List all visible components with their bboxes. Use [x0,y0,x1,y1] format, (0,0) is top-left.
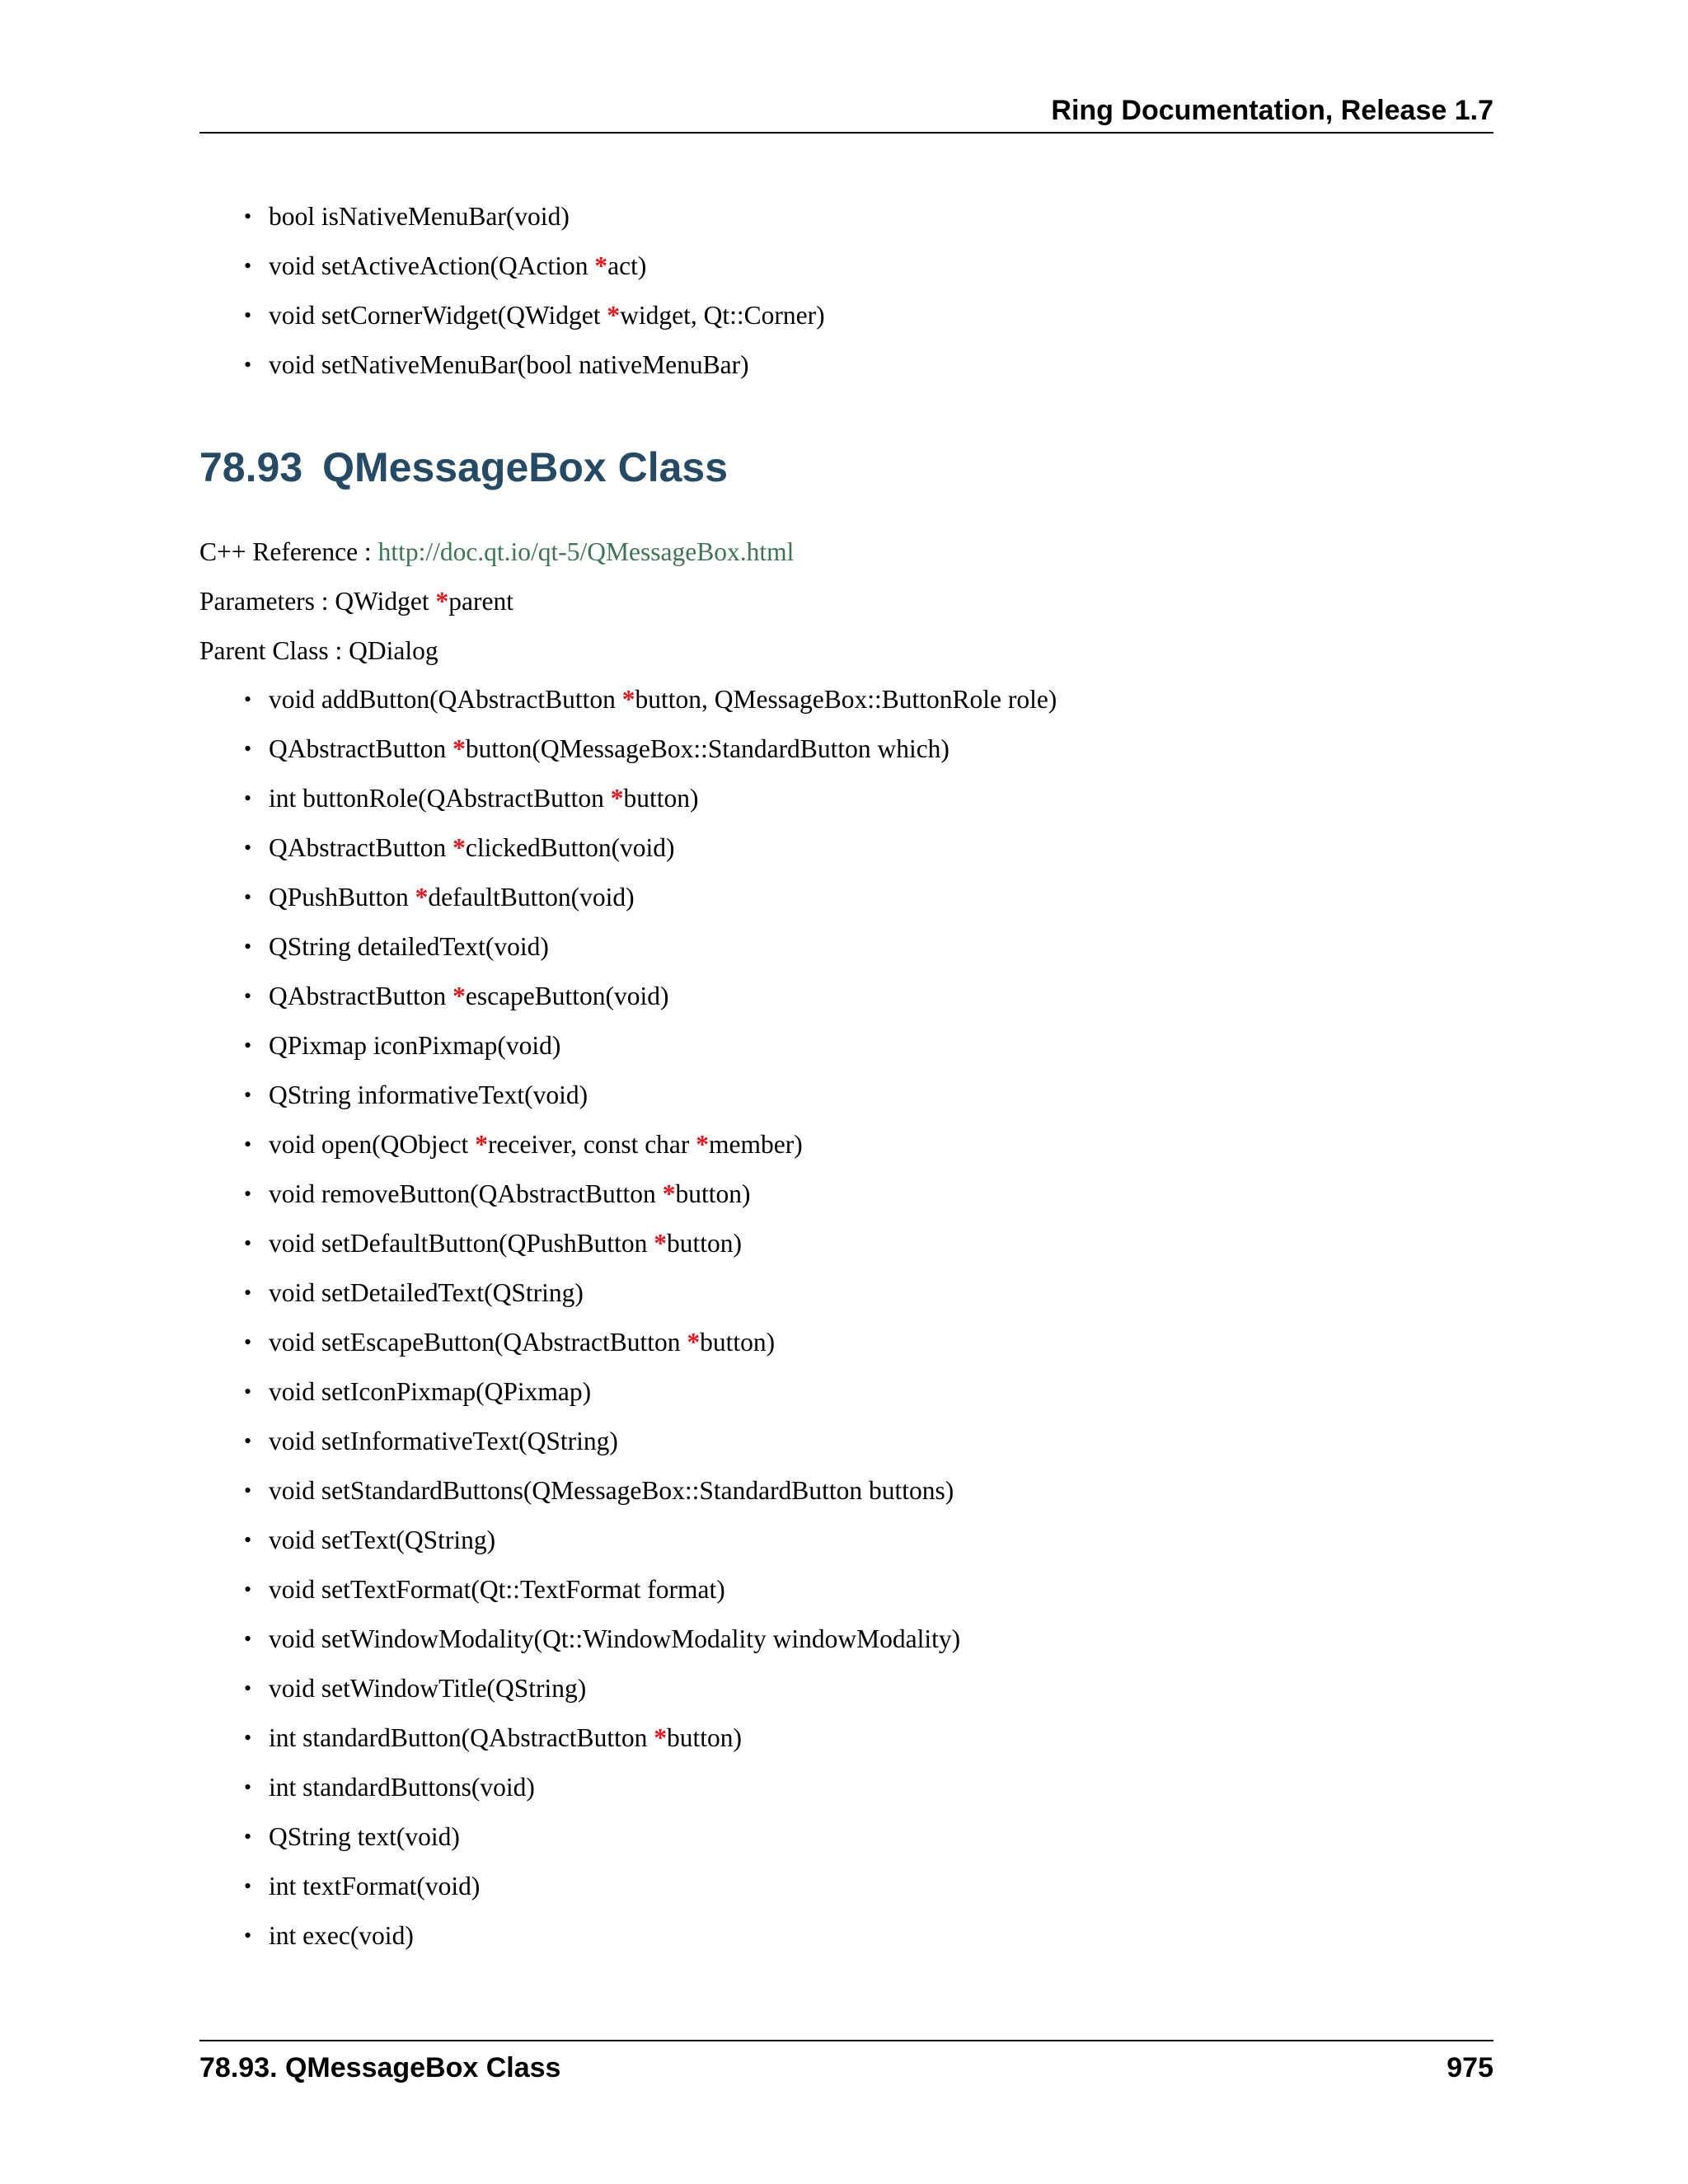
pointer-star: * [415,883,429,912]
method-text: int standardButton(QAbstractButton [269,1723,654,1752]
page-number: 975 [1447,2052,1493,2083]
parameters [199,585,513,618]
bullet-icon: • [244,935,252,958]
bullet-icon: • [244,1479,252,1502]
list-item [241,1079,1477,1112]
reference-link[interactable]: http://doc.qt.io/qt-5/QMessageBox.html [377,537,795,566]
previous-class-method-list [241,200,1477,398]
bullet-icon: • [244,836,252,860]
list-item [241,782,1477,815]
list-item [241,1771,1477,1804]
pointer-star: * [452,982,466,1010]
bullet-icon: • [244,254,252,278]
pointer-star: * [621,685,635,714]
method-text: void setNativeMenuBar(bool nativeMenuBar) [269,350,749,379]
list-item [241,1128,1477,1161]
list-item [241,1178,1477,1211]
method-text: defaultButton(void) [428,883,635,912]
method-text: int buttonRole(QAbstractButton [269,784,611,813]
pointer-star: * [654,1229,667,1258]
method-text: int textFormat(void) [269,1872,481,1900]
method-text: QPushButton [269,883,415,912]
page-footer [199,2040,1493,2088]
parent-class: Parent Class : QDialog [199,636,438,665]
pointer-star: * [696,1130,710,1159]
list-item [241,1326,1477,1359]
pointer-star: * [452,734,466,763]
bullet-icon: • [244,1627,252,1651]
method-text: QString text(void) [269,1822,460,1851]
bullet-icon: • [244,1231,252,1255]
method-text: void setInformativeText(QString) [269,1427,618,1455]
list-item [241,832,1477,865]
list-item [241,1524,1477,1557]
page-header [199,92,1493,134]
list-item [241,1376,1477,1408]
bullet-icon: • [244,1330,252,1354]
list-item [241,299,1477,332]
list-item [241,683,1477,716]
list-item [241,1029,1477,1062]
bullet-icon: • [244,1726,252,1750]
bullet-icon: • [244,885,252,909]
method-text: QAbstractButton [269,734,453,763]
list-item [241,733,1477,766]
list-item [241,1474,1477,1507]
pointer-star: * [435,587,449,616]
method-text: button) [675,1179,751,1208]
method-text: QAbstractButton [269,833,453,862]
list-item [241,881,1477,914]
pointer-star: * [654,1723,667,1752]
method-text: receiver, const char [487,1130,696,1159]
list-item [241,200,1477,233]
list-item [241,980,1477,1013]
list-item [241,1277,1477,1310]
list-item [241,1722,1477,1755]
list-item [241,1919,1477,1952]
list-item [241,1870,1477,1903]
bullet-icon: • [244,737,252,761]
method-text: button) [700,1328,776,1357]
method-list [241,683,1477,1969]
list-item [241,1672,1477,1705]
bullet-icon: • [244,1429,252,1453]
footer-section: 78.93. QMessageBox Class [199,2052,561,2083]
method-text: void setIconPixmap(QPixmap) [269,1377,592,1406]
method-text: QPixmap iconPixmap(void) [269,1031,561,1060]
cpp-reference [199,536,794,569]
list-item [241,1573,1477,1606]
list-item [241,1821,1477,1854]
method-text: void setEscapeButton(QAbstractButton [269,1328,687,1357]
bullet-icon: • [244,1083,252,1107]
method-text: button) [666,1723,742,1752]
parameters-value: parent [448,587,513,616]
method-text: button, QMessageBox::ButtonRole role) [635,685,1057,714]
method-text: member) [709,1130,803,1159]
bullet-icon: • [244,1380,252,1404]
method-text: button(QMessageBox::StandardButton which) [465,734,950,763]
bullet-icon: • [244,1924,252,1947]
pointer-star: * [662,1179,676,1208]
bullet-icon: • [244,1676,252,1700]
method-text: void setActiveAction(QAction [269,251,595,280]
pointer-star: * [475,1130,488,1159]
parameters-label: Parameters : QWidget [199,587,436,616]
pointer-star: * [687,1328,701,1357]
list-item [241,1623,1477,1656]
method-text: widget, Qt::Corner) [620,301,825,330]
list-item [241,930,1477,963]
method-text: QAbstractButton [269,982,453,1010]
method-text: clickedButton(void) [465,833,675,862]
method-text: QString detailedText(void) [269,932,549,961]
method-text: void open(QObject [269,1130,476,1159]
pointer-star: * [452,833,466,862]
list-item [241,1227,1477,1260]
method-text: void setText(QString) [269,1526,496,1554]
document-page [199,0,1493,2184]
bullet-icon: • [244,786,252,810]
bullet-icon: • [244,1825,252,1849]
method-text: bool isNativeMenuBar(void) [269,202,570,231]
pointer-star: * [607,301,621,330]
bullet-icon: • [244,1132,252,1156]
bullet-icon: • [244,1182,252,1206]
method-text: int exec(void) [269,1921,414,1950]
method-text: int standardButtons(void) [269,1773,535,1802]
bullet-icon: • [244,984,252,1008]
method-text: QString informativeText(void) [269,1080,588,1109]
method-text: void setWindowModality(Qt::WindowModality windowModality) [269,1624,961,1653]
pointer-star: * [610,784,624,813]
method-text: void removeButton(QAbstractButton [269,1179,663,1208]
section-title: QMessageBox Class [322,444,729,490]
bullet-icon: • [244,303,252,327]
header-title: Ring Documentation, Release 1.7 [1051,95,1493,126]
method-text: void addButton(QAbstractButton [269,685,622,714]
reference-label: C++ Reference : [199,537,378,566]
bullet-icon: • [244,1033,252,1057]
method-text: button) [623,784,699,813]
method-text: void setCornerWidget(QWidget [269,301,607,330]
list-item [241,349,1477,382]
bullet-icon: • [244,1775,252,1799]
method-text: escapeButton(void) [465,982,669,1010]
method-text: void setStandardButtons(QMessageBox::StandardButton buttons) [269,1476,954,1505]
bullet-icon: • [244,1874,252,1898]
pointer-star: * [594,251,608,280]
bullet-icon: • [244,204,252,228]
bullet-icon: • [244,1577,252,1601]
method-text: void setDefaultButton(QPushButton [269,1229,654,1258]
list-item [241,1425,1477,1458]
bullet-icon: • [244,687,252,711]
list-item [241,250,1477,283]
method-text: act) [607,251,647,280]
method-text: button) [667,1229,742,1258]
bullet-icon: • [244,1528,252,1552]
bullet-icon: • [244,1281,252,1305]
section-heading [199,441,728,494]
method-text: void setTextFormat(Qt::TextFormat format) [269,1575,725,1604]
section-number: 78.93 [199,444,303,490]
bullet-icon: • [244,353,252,377]
method-text: void setWindowTitle(QString) [269,1674,587,1703]
method-text: void setDetailedText(QString) [269,1278,584,1307]
